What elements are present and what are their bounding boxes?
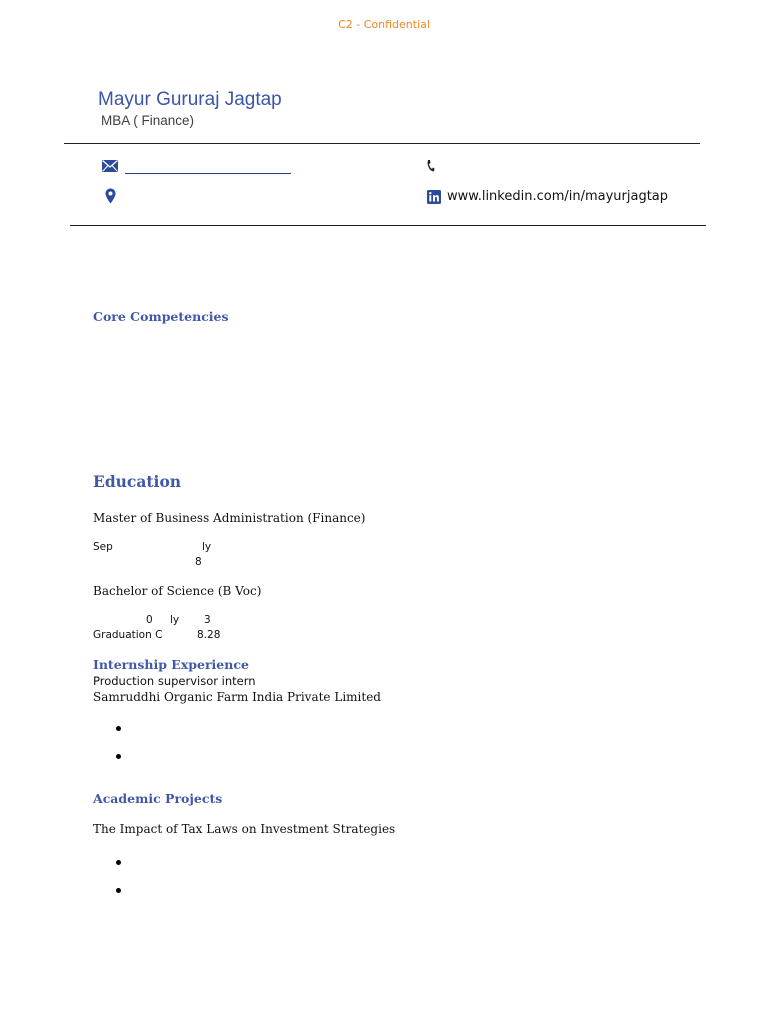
email-link[interactable]	[125, 173, 291, 174]
education-heading: Education	[93, 472, 182, 491]
internship-role: Production supervisor intern	[93, 674, 256, 688]
academic-projects-heading: Academic Projects	[93, 791, 223, 806]
bsc-date-fragment: 0	[146, 614, 153, 626]
header-top-divider	[64, 143, 700, 144]
mba-score-fragment: 8	[195, 556, 202, 568]
confidentiality-label: C2 - Confidential	[338, 18, 430, 31]
linkedin-link[interactable]: www.linkedin.com/in/mayurjagtap	[447, 189, 669, 204]
bsc-graduation-value: 8.28	[197, 629, 221, 641]
bsc-graduation-label: Graduation C	[93, 629, 163, 641]
bsc-date-fragment-3: 3	[204, 614, 211, 626]
linkedin-icon	[427, 190, 441, 204]
header-bottom-divider	[70, 225, 706, 226]
project-title: The Impact of Tax Laws on Investment Strategies	[93, 822, 396, 836]
bsc-degree: Bachelor of Science (B Voc)	[93, 584, 262, 598]
mba-degree: Master of Business Administration (Finance)	[93, 511, 366, 525]
project-bullet	[116, 888, 121, 893]
envelope-icon	[102, 160, 118, 172]
internship-bullet	[116, 726, 121, 731]
mba-date-fragment-2: ly	[202, 541, 212, 553]
core-competencies-heading: Core Competencies	[93, 309, 229, 324]
internship-heading: Internship Experience	[93, 657, 249, 672]
internship-bullet	[116, 754, 121, 759]
candidate-name: Mayur Gururaj Jagtap	[98, 89, 282, 110]
mba-date-fragment: Sep	[93, 541, 113, 553]
phone-icon	[426, 159, 435, 173]
project-bullet	[116, 860, 121, 865]
internship-company: Samruddhi Organic Farm India Private Limited	[93, 690, 381, 704]
candidate-degree: MBA ( Finance)	[101, 113, 195, 128]
map-pin-icon	[105, 188, 116, 204]
bsc-date-fragment-2: ly	[170, 614, 180, 626]
